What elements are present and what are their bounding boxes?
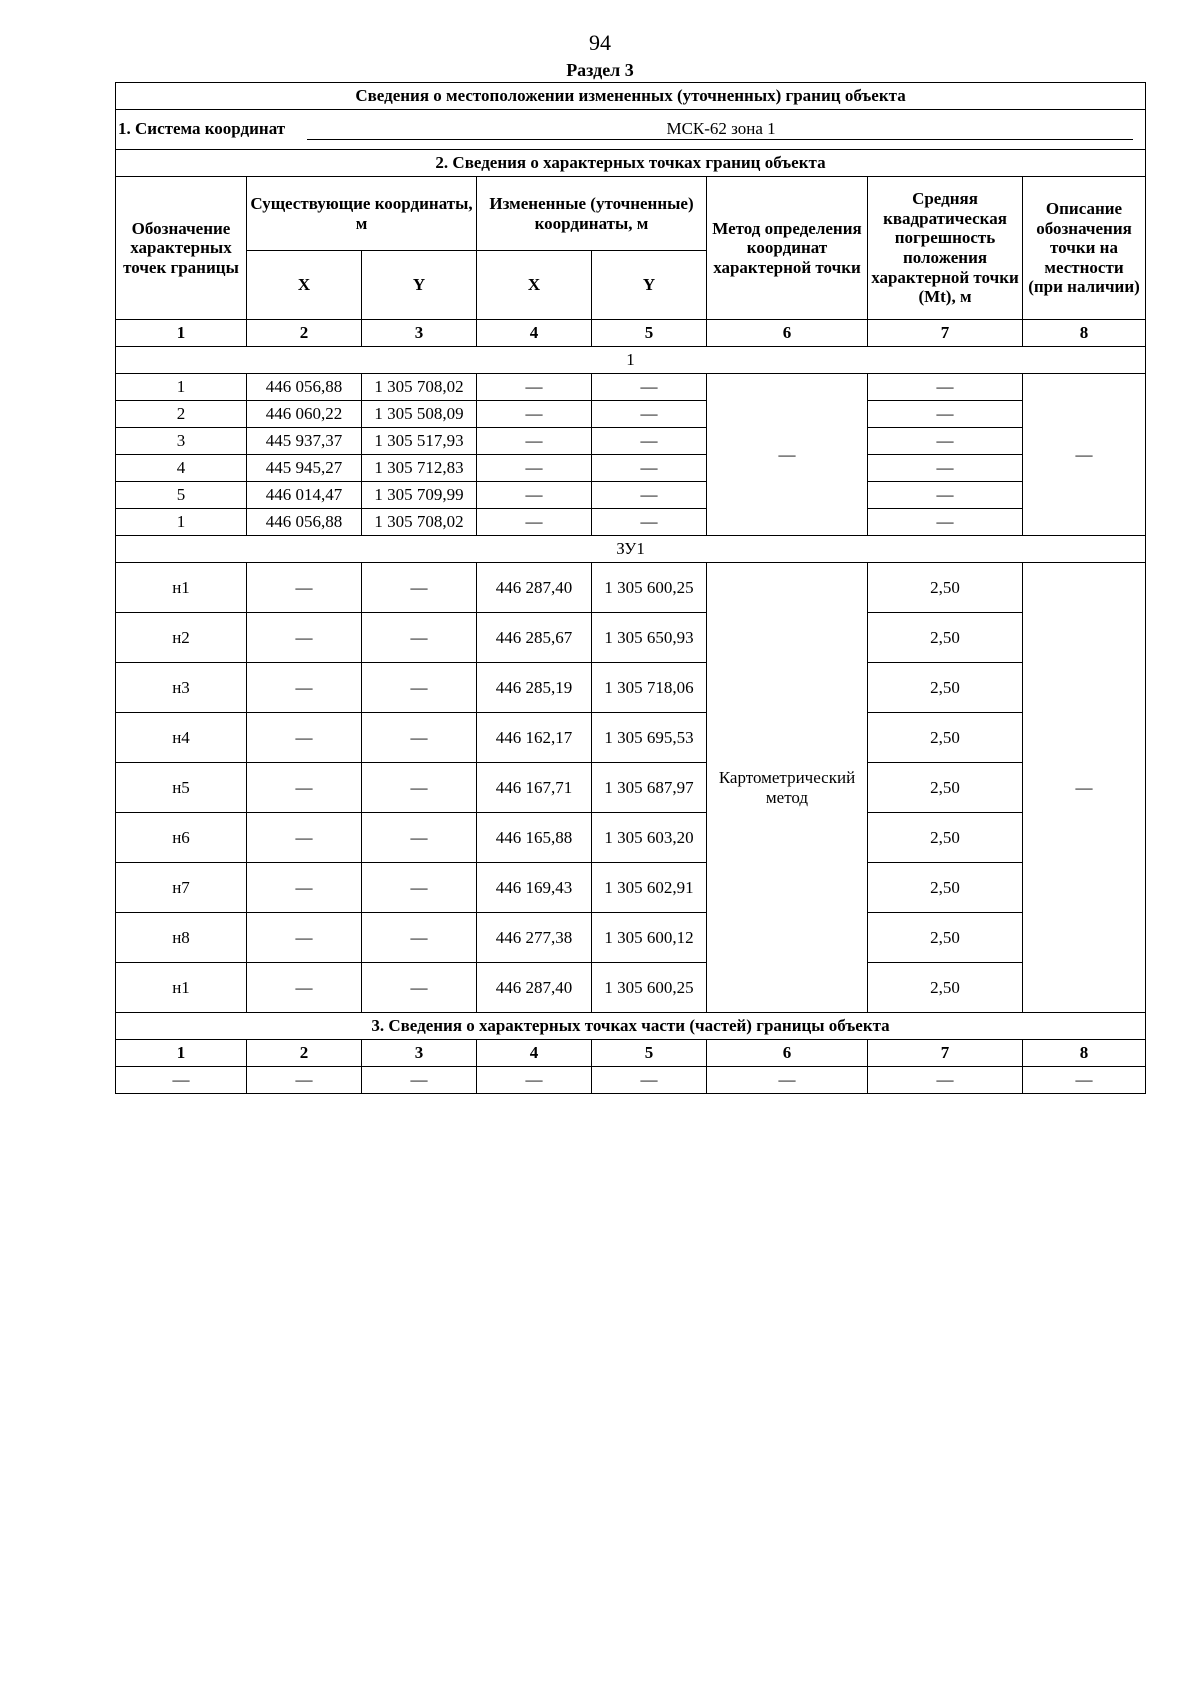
- col-existing-y: Y: [362, 251, 477, 320]
- existing-x: —: [247, 663, 362, 713]
- table-row: [116, 713, 1146, 763]
- existing-y: 1 305 517,93: [362, 428, 477, 455]
- mt-value: 2,50: [868, 563, 1023, 613]
- point-id: 1: [116, 509, 247, 536]
- changed-y: 1 305 602,91: [592, 863, 707, 913]
- page-number: 94: [589, 30, 611, 55]
- table-header: Сведения о местоположении измененных (уточненных) границ объекта: [116, 83, 1146, 110]
- coord-system-label: 1. Система координат: [118, 119, 286, 139]
- column-number: 1: [116, 320, 247, 347]
- mt-value: 2,50: [868, 913, 1023, 963]
- col-error-header: Средняя квадратическая погрешность положения характерной точки (Mt), м: [868, 177, 1023, 320]
- col-changed-x: X: [477, 251, 592, 320]
- table-row: [116, 613, 1146, 663]
- changed-y: 1 305 695,53: [592, 713, 707, 763]
- existing-x: 445 937,37: [247, 428, 362, 455]
- changed-x: —: [477, 455, 592, 482]
- column-number: 7: [868, 320, 1023, 347]
- existing-x: 445 945,27: [247, 455, 362, 482]
- column-number: 8: [1023, 320, 1146, 347]
- table-row: [116, 401, 1146, 428]
- part3-title: 3. Сведения о характерных точках части (частей) границы объекта: [116, 1013, 1146, 1040]
- part3-cell: —: [592, 1067, 707, 1094]
- changed-x: 446 167,71: [477, 763, 592, 813]
- part3-row: [116, 1067, 1146, 1094]
- boundary-table: [115, 82, 1146, 1094]
- changed-y: 1 305 600,25: [592, 963, 707, 1013]
- table-row: [116, 374, 1146, 401]
- table-row: [116, 455, 1146, 482]
- group2-label: ЗУ1: [116, 536, 1146, 563]
- table-row: [116, 509, 1146, 536]
- column-number: 5: [592, 320, 707, 347]
- point-id: н1: [116, 563, 247, 613]
- changed-y: —: [592, 455, 707, 482]
- column-number: 5: [592, 1040, 707, 1067]
- existing-y: 1 305 708,02: [362, 509, 477, 536]
- existing-y: 1 305 709,99: [362, 482, 477, 509]
- existing-x: 446 056,88: [247, 374, 362, 401]
- column-number: 8: [1023, 1040, 1146, 1067]
- point-id: н4: [116, 713, 247, 763]
- changed-x: 446 169,43: [477, 863, 592, 913]
- part3-cell: —: [1023, 1067, 1146, 1094]
- point-id: 5: [116, 482, 247, 509]
- mt-value: 2,50: [868, 663, 1023, 713]
- existing-y: —: [362, 663, 477, 713]
- existing-y: —: [362, 863, 477, 913]
- existing-y: —: [362, 763, 477, 813]
- method-cell: —: [707, 374, 868, 536]
- column-number: 3: [362, 1040, 477, 1067]
- mt-value: —: [868, 401, 1023, 428]
- changed-y: 1 305 687,97: [592, 763, 707, 813]
- table-row: [116, 863, 1146, 913]
- table-row: [116, 563, 1146, 613]
- column-number: 2: [247, 320, 362, 347]
- existing-x: 446 060,22: [247, 401, 362, 428]
- table-row: [116, 763, 1146, 813]
- part3-column-numbers-row: [116, 1040, 1146, 1067]
- column-number: 4: [477, 320, 592, 347]
- changed-x: —: [477, 401, 592, 428]
- mt-value: —: [868, 455, 1023, 482]
- mt-value: —: [868, 482, 1023, 509]
- point-id: 1: [116, 374, 247, 401]
- point-id: н1: [116, 963, 247, 1013]
- description-cell: —: [1023, 374, 1146, 536]
- point-id: н8: [116, 913, 247, 963]
- mt-value: 2,50: [868, 963, 1023, 1013]
- column-numbers-row: [116, 320, 1146, 347]
- col-method-header: Метод определения координат характерной точки: [707, 177, 868, 320]
- part3-cell: —: [247, 1067, 362, 1094]
- existing-y: —: [362, 563, 477, 613]
- mt-value: —: [868, 509, 1023, 536]
- coord-system-value: МСК-62 зона 1: [307, 119, 1133, 140]
- table-row: [116, 482, 1146, 509]
- changed-x: 446 277,38: [477, 913, 592, 963]
- table-row: [116, 913, 1146, 963]
- changed-y: 1 305 603,20: [592, 813, 707, 863]
- changed-y: 1 305 650,93: [592, 613, 707, 663]
- changed-x: —: [477, 428, 592, 455]
- part3-cell: —: [868, 1067, 1023, 1094]
- column-number: 1: [116, 1040, 247, 1067]
- changed-y: 1 305 600,12: [592, 913, 707, 963]
- mt-value: 2,50: [868, 763, 1023, 813]
- mt-value: 2,50: [868, 813, 1023, 863]
- mt-value: 2,50: [868, 613, 1023, 663]
- existing-y: —: [362, 613, 477, 663]
- point-id: 3: [116, 428, 247, 455]
- existing-x: —: [247, 963, 362, 1013]
- changed-x: 446 165,88: [477, 813, 592, 863]
- table-row: [116, 813, 1146, 863]
- point-id: 2: [116, 401, 247, 428]
- coord-system-row: [116, 110, 1146, 150]
- existing-x: 446 014,47: [247, 482, 362, 509]
- col-designation-header: Обозначение характерных точек границы: [116, 177, 247, 320]
- mt-value: 2,50: [868, 863, 1023, 913]
- section-title: Раздел 3: [566, 60, 634, 80]
- column-number: 7: [868, 1040, 1023, 1067]
- part3-cell: —: [362, 1067, 477, 1094]
- existing-x: —: [247, 713, 362, 763]
- changed-y: —: [592, 374, 707, 401]
- method-cell: Картометрический метод: [707, 563, 868, 1013]
- existing-y: 1 305 508,09: [362, 401, 477, 428]
- column-number: 6: [707, 1040, 868, 1067]
- changed-x: 446 162,17: [477, 713, 592, 763]
- existing-y: —: [362, 713, 477, 763]
- existing-y: —: [362, 813, 477, 863]
- existing-x: —: [247, 863, 362, 913]
- column-number: 6: [707, 320, 868, 347]
- mt-value: 2,50: [868, 713, 1023, 763]
- table-row: [116, 663, 1146, 713]
- changed-x: —: [477, 509, 592, 536]
- changed-y: —: [592, 509, 707, 536]
- part3-cell: —: [477, 1067, 592, 1094]
- mt-value: —: [868, 428, 1023, 455]
- changed-x: 446 287,40: [477, 563, 592, 613]
- point-id: н6: [116, 813, 247, 863]
- changed-y: 1 305 600,25: [592, 563, 707, 613]
- table-row: [116, 428, 1146, 455]
- existing-y: 1 305 708,02: [362, 374, 477, 401]
- column-number: 4: [477, 1040, 592, 1067]
- existing-x: —: [247, 913, 362, 963]
- existing-y: 1 305 712,83: [362, 455, 477, 482]
- existing-x: —: [247, 613, 362, 663]
- existing-x: —: [247, 763, 362, 813]
- col-existing-header: Существующие координаты, м: [247, 177, 477, 251]
- changed-x: —: [477, 374, 592, 401]
- changed-y: —: [592, 482, 707, 509]
- point-id: н2: [116, 613, 247, 663]
- col-changed-y: Y: [592, 251, 707, 320]
- table-row: [116, 963, 1146, 1013]
- changed-x: 446 285,19: [477, 663, 592, 713]
- changed-x: —: [477, 482, 592, 509]
- existing-x: —: [247, 563, 362, 613]
- part2-title: 2. Сведения о характерных точках границ объекта: [116, 150, 1146, 177]
- changed-y: —: [592, 428, 707, 455]
- point-id: н3: [116, 663, 247, 713]
- description-cell: —: [1023, 563, 1146, 1013]
- mt-value: —: [868, 374, 1023, 401]
- existing-x: —: [247, 813, 362, 863]
- col-existing-x: X: [247, 251, 362, 320]
- group1-label: 1: [116, 347, 1146, 374]
- part3-cell: —: [707, 1067, 868, 1094]
- column-number: 2: [247, 1040, 362, 1067]
- point-id: н5: [116, 763, 247, 813]
- changed-y: —: [592, 401, 707, 428]
- point-id: 4: [116, 455, 247, 482]
- col-description-header: Описание обозначения точки на местности (при наличии): [1023, 177, 1146, 320]
- existing-x: 446 056,88: [247, 509, 362, 536]
- changed-x: 446 287,40: [477, 963, 592, 1013]
- changed-y: 1 305 718,06: [592, 663, 707, 713]
- point-id: н7: [116, 863, 247, 913]
- part3-cell: —: [116, 1067, 247, 1094]
- column-number: 3: [362, 320, 477, 347]
- existing-y: —: [362, 913, 477, 963]
- existing-y: —: [362, 963, 477, 1013]
- col-changed-header: Измененные (уточненные) координаты, м: [477, 177, 707, 251]
- changed-x: 446 285,67: [477, 613, 592, 663]
